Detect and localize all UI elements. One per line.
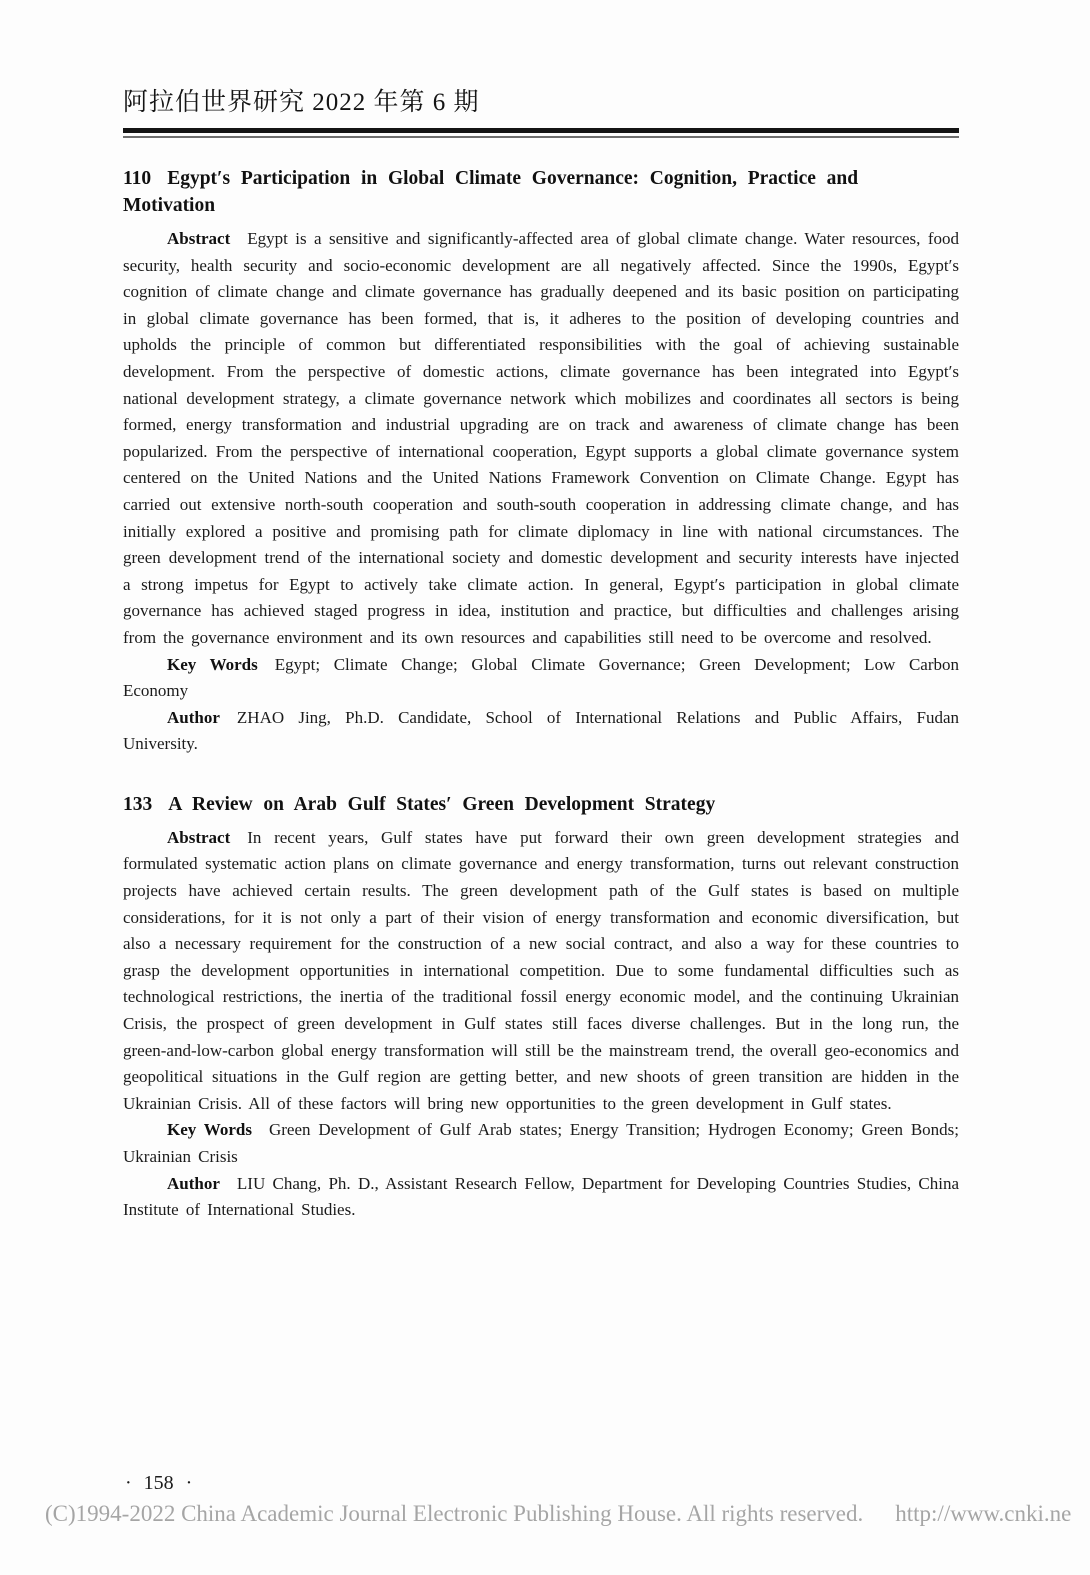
abstract-text: In recent years, Gulf states have put forward their own green development strategies and formulated systematic action plans on climate governance and energy transformation, turns out relevant construction projects have achieved certain results. The green development path of the Gulf states is based on multiple considerations, for it is not only a part of their vision of energy transformation and economic diversification, but also a necessary requirement for the construction of a new social contract, and also a way for these countries to grasp the development opportunities in international competition. Due to some fundamental difficulties such as technological restrictions, the inertia of the traditional fossil energy economic model, and the continuing Ukrainian Crisis, the prospect of green development in Gulf states still faces diverse challenges. But in the long run, the green-and-low-carbon global energy transformation will still be the mainstream trend, the overall geo-economics and geopolitical situations in the Gulf region are getting better, and new shoots of green transition are hidden in the Ukrainian Crisis. All of these factors will bring new opportunities to the green development in Gulf states. — [123, 827, 959, 1113]
abstract-paragraph — [123, 226, 959, 652]
article-title — [123, 791, 959, 818]
keywords-label: Key Words — [167, 1120, 252, 1140]
copyright-text: (C)1994-2022 China Academic Journal Electronic Publishing House. All rights reserved. — [45, 1501, 864, 1526]
page-number: · 158 · — [125, 1472, 193, 1494]
cnki-url: http://www.cnki.ne — [895, 1501, 1072, 1526]
page-content — [123, 0, 959, 1224]
article-110 — [123, 165, 959, 758]
author-label: Author — [167, 1173, 220, 1193]
header-rule-thin — [123, 136, 959, 138]
abstract-text: Egypt is a sensitive and significantly-affected area of global climate change. Water resources, food security, health security and socio-economic development are all negatively affected. Since the 1990s, Egypt′s cognition of climate change and climate governance has gradually deepened and its basic position on participating in global climate governance has been formed, that is, it adheres to the position of developing countries and upholds the principle of common but differentiated responsibilities with the goal of achieving sustainable development. From the perspective of domestic actions, climate governance has been integrated into Egypt′s national development strategy, a climate governance network which mobilizes and coordinates all sectors is being formed, energy transformation and industrial upgrading are on track and awareness of climate change has been popularized. From the perspective of international cooperation, Egypt supports a global climate governance system centered on the United Nations and the United Nations Framework Convention on Climate Change. Egypt has carried out extensive north-south cooperation and south-south cooperation in addressing climate change, and has initially explored a positive and promising path for climate diplomacy in line with national circumstances. The green development trend of the international society and domestic development and security interests have injected a strong impetus for Egypt to actively take climate action. In general, Egypt′s participation in global climate governance has achieved staged progress in idea, institution and practice, but difficulties and challenges arising from the governance environment and its own resources and capabilities still need to be overcome and resolved. — [123, 229, 959, 647]
article-title-text: Egypt′s Participation in Global Climate Governance: Cognition, Practice and Motivation — [123, 168, 859, 216]
article-133 — [123, 791, 959, 1224]
author-text: ZHAO Jing, Ph.D. Candidate, School of International Relations and Public Affairs, Fudan University. — [123, 707, 959, 754]
keywords-paragraph — [123, 652, 959, 705]
author-label: Author — [167, 707, 220, 727]
author-paragraph — [123, 1171, 959, 1224]
keywords-text: Green Development of Gulf Arab states; Energy Transition; Hydrogen Economy; Green Bonds; Ukrainian Crisis — [123, 1120, 959, 1166]
abstract-label: Abstract — [167, 229, 231, 248]
article-title-text: A Review on Arab Gulf States′ Green Development Strategy — [168, 793, 716, 815]
article-page-number: 133 — [123, 793, 153, 815]
journal-header: 阿拉伯世界研究 2022 年第 6 期 — [123, 89, 480, 116]
article-page-number: 110 — [123, 168, 152, 189]
keywords-paragraph — [123, 1117, 959, 1170]
author-text: LIU Chang, Ph. D., Assistant Research Fellow, Department for Developing Countries Studies, China Institute of International Studies. — [123, 1173, 959, 1220]
abstract-paragraph — [123, 825, 959, 1118]
article-title — [123, 165, 959, 219]
header-rule-thick — [123, 128, 959, 133]
copyright-line — [45, 1501, 1090, 1527]
header-rule — [123, 128, 959, 138]
keywords-text: Egypt; Climate Change; Global Climate Governance; Green Development; Low Carbon Economy — [123, 654, 959, 701]
keywords-label: Key Words — [167, 654, 258, 674]
abstract-label: Abstract — [167, 827, 231, 847]
author-paragraph — [123, 705, 959, 758]
